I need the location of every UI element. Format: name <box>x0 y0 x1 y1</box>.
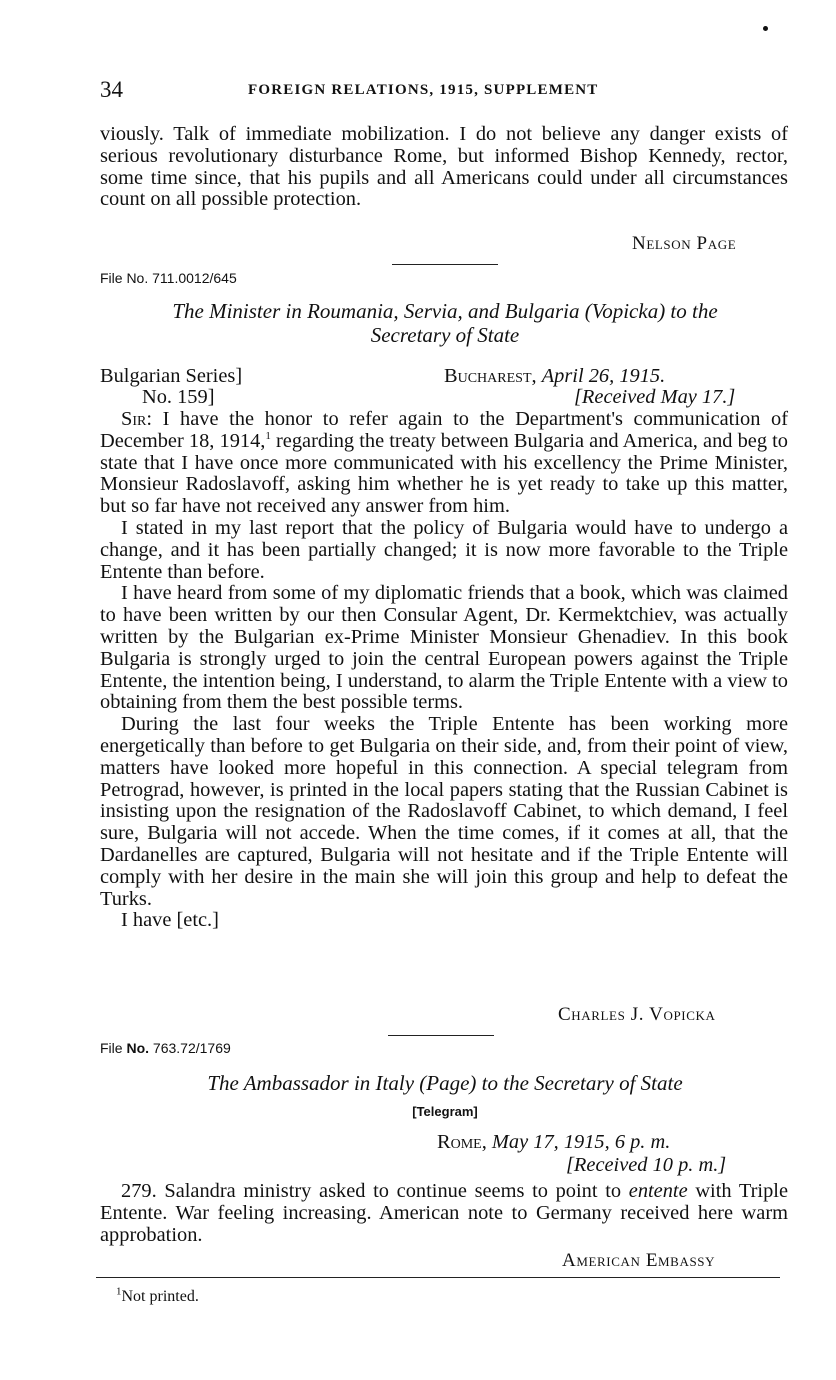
section-divider <box>388 1035 494 1036</box>
document-title-line-2: Secretary of State <box>370 323 520 347</box>
signature-vopicka: Charles J. Vopicka <box>558 1004 716 1025</box>
footnote-rule <box>96 1277 780 1278</box>
letter-body <box>100 409 788 932</box>
dateline-date: May 17, 1915, 6 p. m. <box>491 1131 671 1153</box>
footnote-text: Not printed. <box>121 1288 199 1305</box>
dispatch-number: No. 159] <box>142 386 215 408</box>
telegram-label: [Telegram] <box>412 1104 478 1119</box>
footnote-marker: 1 <box>116 1285 122 1298</box>
received-date: [Received May 17.] <box>574 386 736 408</box>
document-title <box>100 299 790 347</box>
dateline-place: Rome, <box>437 1131 487 1153</box>
page-number: 34 <box>100 77 123 102</box>
file-number: File No. 711.0012/645 <box>100 270 237 286</box>
paragraph-4: During the last four weeks the Triple Entente has been working more energetically than before to get Bulgaria on their side, and, from their point of view, matters have looked more hopeful in this connection. A special telegram from Petrograd, however, is printed in the local papers stating that the Russian Cabinet is insisting upon the resignation of the Radoslavoff Cabinet, to which demand, I feel sure, Bulgaria will not accede. When the time comes, if it comes at all, that the Dardanelles are captured, Bulgaria will not hesitate and if the Triple Entente will comply with her desire in the main she will join this group and help to defeat the Turks. <box>100 713 788 910</box>
paragraph-3: I have heard from some of my diplomatic friends that a book, which was claimed to have been written by our then Consular Agent, Dr. Kermektchiev, was actually written by the Bulgarian ex-Prime Minister Monsieur Ghenadiev. In this book Bulgaria is strongly urged to join the central European powers against the Triple Entente, the intention being, I understand, to alarm the Triple Entente with a view to obtaining from them the best possible terms. <box>100 582 788 714</box>
document-title-line-1: The Minister in Roumania, Servia, and Bulgaria (Vopicka) to the <box>172 299 718 323</box>
ink-speck <box>763 26 768 31</box>
dateline-place: Bucharest, <box>444 365 537 387</box>
dateline <box>437 1131 670 1154</box>
dateline <box>444 365 665 388</box>
footnote-ref: 1 <box>265 430 271 442</box>
salutation: Sir: <box>121 408 153 430</box>
running-header <box>100 77 790 103</box>
dateline-date: April 26, 1915. <box>541 365 666 387</box>
running-title: FOREIGN RELATIONS, 1915, SUPPLEMENT <box>248 82 599 98</box>
telegram-body: 279. Salandra ministry asked to continue seems to point to entente with Triple Entente. War feeling increasing. American note to Germany received here warm approbation. <box>100 1180 788 1246</box>
file-number: File No. 763.72/1769 <box>100 1040 231 1056</box>
section-divider <box>392 264 498 265</box>
paragraph-2: I stated in my last report that the policy of Bulgaria would have to undergo a change, and it has been partially changed; it is now more favorable to the Triple Entente than before. <box>100 516 788 583</box>
paragraph-1: Sir: I have the honor to refer again to the Department's communication of December 18, 1914,$^1$ regarding the treaty between Bulgaria and America, and beg to state that I have once more communicated with his excellency the Prime Minister, Monsieur Radoslavoff, asking him whether he is yet ready to take up this matter, but so far have not received any answer from him. <box>100 408 788 518</box>
closing: I have [etc.] <box>121 909 219 932</box>
received-date: [Received 10 p. m.] <box>566 1154 727 1176</box>
signature-nelson-page: Nelson Page <box>632 233 737 254</box>
signature-american-embassy: American Embassy <box>562 1250 716 1271</box>
series-label: Bulgarian Series] <box>100 365 243 387</box>
document-title: The Ambassador in Italy (Page) to the Secretary of State <box>207 1071 683 1095</box>
continuation-paragraph: viously. Talk of immediate mobilization. I do not believe any danger exists of serious revolutionary disturbance Rome, but informed Bishop Kennedy, rector, some time since, that his pupils and all Americans could under all circumstances count on all possible protection. <box>100 123 788 211</box>
footnote <box>116 1285 199 1306</box>
